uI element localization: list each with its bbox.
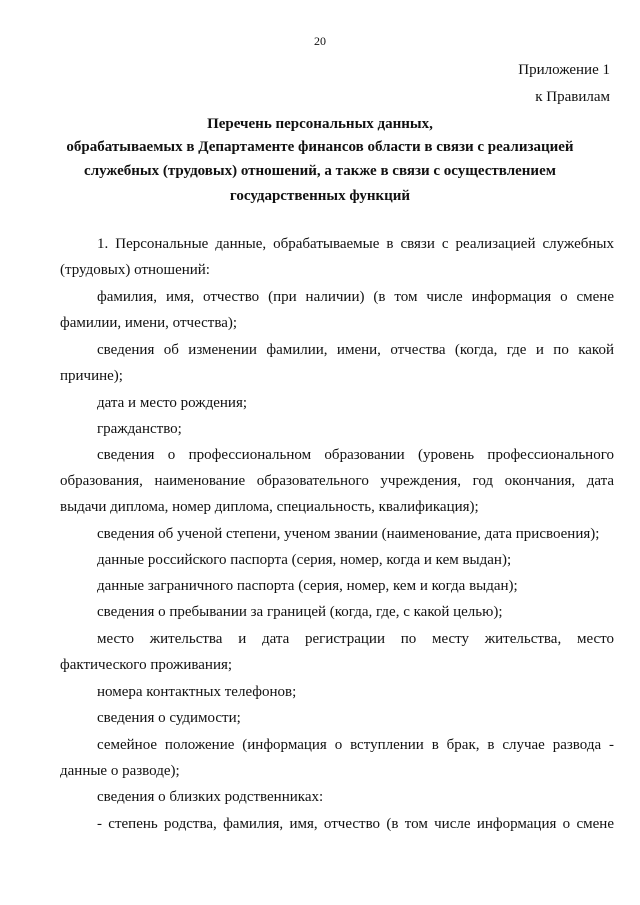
list-item-line: фактического проживания; xyxy=(60,657,233,673)
list-item-line: фамилия, имя, отчество (при наличии) (в том числе информация о смене xyxy=(97,289,614,305)
list-item-line: фамилии, имени, отчества); xyxy=(60,315,238,331)
list-item-line: - степень родства, фамилия, имя, отчество (в том числе информация о смене xyxy=(97,816,614,832)
annex-reference: к Правилам xyxy=(535,89,610,105)
document-title-line-2: обрабатываемых в Департаменте финансов области в связи с реализацией xyxy=(66,139,574,155)
list-item-line: сведения о судимости; xyxy=(97,710,241,726)
section-heading-line: (трудовых) отношений: xyxy=(60,262,210,278)
document-title-line-3: служебных (трудовых) отношений, а также в связи с осуществлением xyxy=(84,163,556,179)
document-title-line-1: Перечень персональных данных, xyxy=(207,116,433,132)
list-item-line: образования, наименование образовательного учреждения, год окончания, дата xyxy=(60,473,614,489)
list-item-line: выдачи диплома, номер диплома, специальность, квалификация); xyxy=(60,499,479,515)
list-item-line: причине); xyxy=(60,368,123,384)
list-item-line: данные российского паспорта (серия, номер, когда и кем выдан); xyxy=(97,552,512,568)
list-item-line: сведения об ученой степени, ученом звании (наименование, дата присвоения); xyxy=(97,526,600,542)
page-number: 20 xyxy=(314,34,326,48)
list-item-line: данные о разводе); xyxy=(60,763,180,779)
list-item-line: место жительства и дата регистрации по месту жительства, место xyxy=(97,631,614,647)
list-item-line: сведения об изменении фамилии, имени, отчества (когда, где и по какой xyxy=(97,342,614,358)
list-item-line: дата и место рождения; xyxy=(97,395,248,411)
list-item-line: сведения о пребывании за границей (когда, где, с какой целью); xyxy=(97,604,503,620)
list-item-line: семейное положение (информация о вступлении в брак, в случае развода - xyxy=(97,737,614,753)
list-item-line: номера контактных телефонов; xyxy=(97,684,297,700)
list-item-line: данные заграничного паспорта (серия, номер, кем и когда выдан); xyxy=(97,578,518,594)
section-heading-line: 1. Персональные данные, обрабатываемые в связи с реализацией служебных xyxy=(97,236,614,252)
annex-label: Приложение 1 xyxy=(518,62,610,78)
list-item-line: сведения о профессиональном образовании (уровень профессионального xyxy=(97,447,614,463)
list-item-line: гражданство; xyxy=(97,421,182,437)
list-item-line: сведения о близких родственниках: xyxy=(97,789,324,805)
document-title-line-4: государственных функций xyxy=(229,188,411,204)
